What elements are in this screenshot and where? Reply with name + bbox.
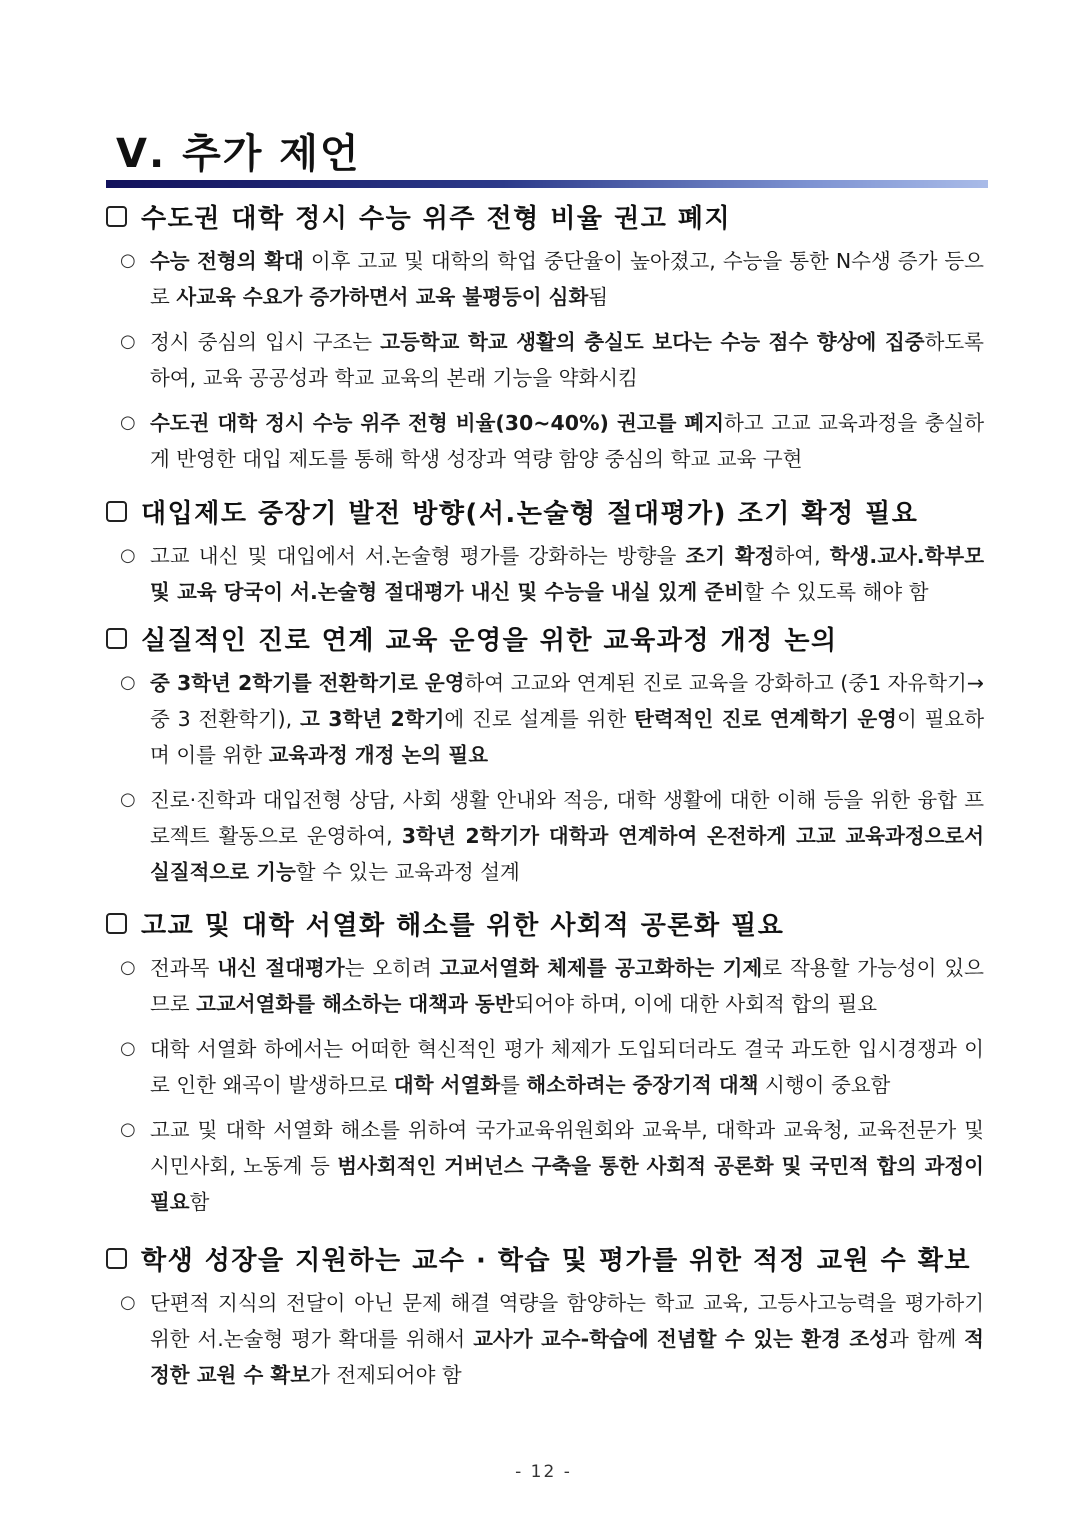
- body-text: 할 수 있는 교육과정 설계: [295, 860, 520, 884]
- emphasis-text: 수능 전형의 확대: [150, 249, 304, 273]
- body-text: 됨: [588, 285, 609, 309]
- emphasis-text: 해소하려는 중장기적 대책: [526, 1073, 759, 1097]
- bullet-item: [120, 1031, 984, 1103]
- body-text: 에 진로 설계를 위한: [444, 707, 635, 731]
- body-text: 과 함께: [889, 1327, 965, 1351]
- emphasis-text: 탄력적인 진로 연계학기 운영: [634, 707, 897, 731]
- body-text: 하도록 하여, 교육 공공성과 학교 교육의 본래 기능을 약화시킴: [150, 330, 984, 390]
- body-text: 하고 고교 교육과정을 충실하게 반영한 대입 제도를 통해 학생 성장과 역량 함양 중심의 학교 교육 구현: [150, 411, 984, 471]
- section-2: [106, 493, 1006, 610]
- body-text: 이 필요하며 이를 위한: [150, 707, 985, 767]
- checkbox-square-icon: [106, 1248, 127, 1269]
- bullet-item: [120, 538, 984, 610]
- emphasis-text: 수도권 대학 정시 수능 위주 전형 비율(30~40%) 권고를 폐지: [150, 411, 725, 435]
- section-heading: [106, 1240, 1006, 1276]
- body-text: 가 전제되어야 함: [310, 1363, 462, 1387]
- body-text: 함: [189, 1190, 210, 1214]
- emphasis-text: 적정한 교원 수 확보: [150, 1327, 984, 1387]
- body-text: 로 작용할 가능성이 있으므로: [150, 956, 984, 1016]
- body-text: 정시 중심의 입시 구조는: [150, 330, 381, 354]
- bullet-circle-icon: ○: [120, 412, 136, 433]
- bullet-item: [120, 1285, 984, 1393]
- bullet-circle-icon: ○: [120, 957, 136, 978]
- emphasis-text: 조기 확정: [685, 544, 775, 568]
- emphasis-text: 범사회적인 거버넌스 구축을 통한 사회적 공론화 및 국민적 합의 과정이 필요: [150, 1154, 984, 1214]
- section-title: 학생 성장을 지원하는 교수 · 학습 및 평가를 위한 적정 교원 수 확보: [141, 1245, 972, 1276]
- checkbox-square-icon: [106, 501, 127, 522]
- body-text: 고교 및 대학 서열화 해소를 위하여 국가교육위원회와 교육부, 대학과 교육청, 교육전문가 및 시민사회, 노동계 등: [150, 1118, 984, 1178]
- body-text: 이후 고교 및 대학의 학업 중단율이 높아졌고, 수능을 통한 N수생 증가 등으로: [150, 249, 984, 309]
- body-text: 전과목: [150, 956, 218, 980]
- emphasis-text: 내신 절대평가: [217, 956, 345, 980]
- bullet-item: [120, 1112, 984, 1220]
- body-text: 진로·진학과 대입전형 상담, 사회 생활 안내와 적응, 대학 생활에 대한 이해 등을 위한 융합 프로젝트 활동으로 운영하여,: [150, 788, 984, 848]
- bullet-circle-icon: ○: [120, 1292, 136, 1313]
- emphasis-text: 고교서열화를 해소하는 대책과 동반: [196, 992, 515, 1016]
- section-heading: [106, 198, 1006, 234]
- body-text: 시행이 중요함: [758, 1073, 891, 1097]
- body-text: 단편적 지식의 전달이 아닌 문제 해결 역량을 함양하는 학교 교육, 고등사고능력을 평가하기 위한 서.논술형 평가 확대를 위해서: [150, 1291, 984, 1351]
- title-underline: [106, 180, 988, 188]
- checkbox-square-icon: [106, 206, 127, 227]
- page-number: - 12 -: [515, 1462, 572, 1482]
- body-text: 는 오히려: [344, 956, 440, 980]
- body-text: 를: [500, 1073, 527, 1097]
- bullet-item: [120, 950, 984, 1022]
- section-1: [106, 198, 1006, 477]
- body-text: 하여,: [774, 544, 830, 568]
- emphasis-text: 고등학교 학교 생활의 충실도 보다는 수능 점수 향상에 집중: [380, 330, 925, 354]
- emphasis-text: 학생.교사.학부모 및 교육 당국이 서.논술형 절대평가 내신 및 수능을 내실 있게 준비: [150, 544, 984, 604]
- section-heading: [106, 620, 1006, 656]
- section-title: 실질적인 진로 연계 교육 운영을 위한 교육과정 개정 논의: [141, 625, 838, 656]
- section-title: 고교 및 대학 서열화 해소를 위한 사회적 공론화 필요: [141, 910, 785, 941]
- emphasis-text: 고 3학년 2학기: [300, 707, 445, 731]
- checkbox-square-icon: [106, 628, 127, 649]
- emphasis-text: 교육과정 개정 논의 필요: [268, 743, 489, 767]
- body-text: 고교 내신 및 대입에서 서.논술형 평가를 강화하는 방향을: [150, 544, 686, 568]
- section-title: 수도권 대학 정시 수능 위주 전형 비율 권고 폐지: [141, 203, 732, 234]
- bullet-circle-icon: ○: [120, 1119, 136, 1140]
- bullet-item: [120, 243, 984, 315]
- bullet-circle-icon: ○: [120, 331, 136, 352]
- section-5: [106, 1240, 1006, 1393]
- body-text: 하여 고교와 연계된 진로 교육을 강화하고 (중1 자유학기→중 3 전환학기),: [150, 671, 985, 731]
- body-text: 되어야 하며, 이에 대한 사회적 합의 필요: [514, 992, 878, 1016]
- section-title: 대입제도 중장기 발전 방향(서.논술형 절대평가) 조기 확정 필요: [141, 498, 919, 529]
- bullet-circle-icon: ○: [120, 545, 136, 566]
- section-4: [106, 905, 1006, 1220]
- emphasis-text: 대학 서열화: [393, 1073, 501, 1097]
- emphasis-text: 중 3학년 2학기를 전환학기로 운영: [150, 671, 465, 695]
- bullet-item: [120, 665, 985, 773]
- body-text: 대학 서열화 하에서는 어떠한 혁신적인 평가 체제가 도입되더라도 결국 과도한 입시경쟁과 이로 인한 왜곡이 발생하므로: [150, 1037, 984, 1097]
- bullet-item: [120, 324, 984, 396]
- checkbox-square-icon: [106, 913, 127, 934]
- emphasis-text: 사교육 수요가 증가하면서 교육 불평등이 심화: [176, 285, 589, 309]
- chapter-title: Ⅴ. 추가 제언: [116, 131, 361, 177]
- bullet-circle-icon: ○: [120, 1038, 136, 1059]
- emphasis-text: 교사가 교수-학습에 전념할 수 있는 환경 조성: [473, 1327, 890, 1351]
- section-3: [106, 620, 1006, 890]
- body-text: 할 수 있도록 해야 함: [744, 580, 929, 604]
- bullet-item: [120, 782, 984, 890]
- emphasis-text: 3학년 2학기가 대학과 연계하여 온전하게 고교 교육과정으로서 실질적으로 기능: [150, 824, 984, 884]
- bullet-circle-icon: ○: [120, 789, 136, 810]
- bullet-circle-icon: ○: [120, 250, 136, 271]
- bullet-item: [120, 405, 984, 477]
- emphasis-text: 고교서열화 체제를 공고화하는 기제: [439, 956, 763, 980]
- bullet-circle-icon: ○: [120, 672, 136, 693]
- section-heading: [106, 905, 1006, 941]
- section-heading: [106, 493, 1006, 529]
